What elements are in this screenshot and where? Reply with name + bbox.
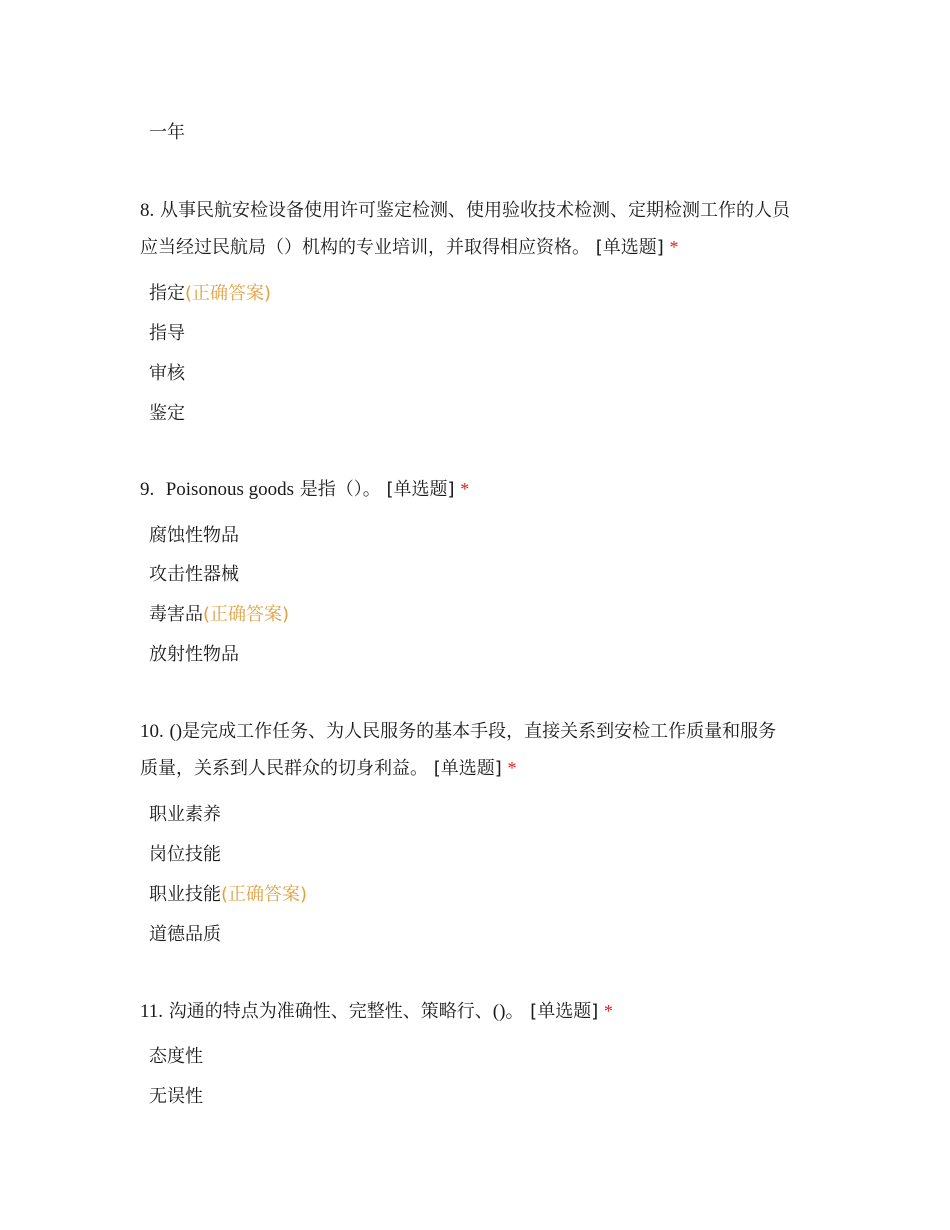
question-10-option-4 bbox=[149, 923, 221, 947]
question-number: 10. bbox=[140, 721, 164, 742]
question-11-line-1 bbox=[140, 993, 830, 1030]
option-text: 岗位技能 bbox=[149, 844, 221, 865]
question-text: 是完成工作任务、为人民服务的基本手段，直接关系到安检工作质量和服务 bbox=[182, 721, 777, 742]
option-prev-yi-nian bbox=[149, 121, 185, 145]
option-text: 道德品质 bbox=[149, 924, 221, 945]
question-blank: () bbox=[169, 721, 183, 742]
question-text: 质量，关系到人民群众的切身利益。 bbox=[140, 758, 428, 779]
question-9-option-4 bbox=[149, 643, 239, 667]
question-10-option-3 bbox=[149, 883, 307, 907]
question-8-option-2 bbox=[149, 322, 185, 346]
option-text: 鉴定 bbox=[149, 403, 185, 424]
question-text: 应当经过民航局（）机构的专业培训，并取得相应资格。 bbox=[140, 237, 590, 258]
question-10 bbox=[140, 713, 830, 787]
question-11-option-2 bbox=[149, 1085, 203, 1109]
question-9-option-3 bbox=[149, 603, 289, 627]
question-8-line-1 bbox=[140, 192, 830, 229]
question-10-line-2 bbox=[140, 750, 830, 787]
question-10-line-1 bbox=[140, 713, 830, 750]
correct-answer-label: (正确答案) bbox=[221, 884, 308, 905]
question-type-tag: [单选题] bbox=[530, 1001, 599, 1022]
required-mark: * bbox=[507, 758, 517, 778]
question-text: 沟通的特点为准确性、完整性、策略行、 bbox=[168, 1001, 493, 1022]
question-9-option-1 bbox=[149, 524, 239, 548]
question-11 bbox=[140, 993, 830, 1030]
required-mark: * bbox=[603, 1001, 613, 1021]
question-type-tag: [单选题] bbox=[433, 758, 502, 779]
question-text: 从事民航安检设备使用许可鉴定检测、使用验收技术检测、定期检测工作的人员 bbox=[159, 200, 790, 221]
option-text: 放射性物品 bbox=[149, 644, 239, 665]
option-text: 指定 bbox=[149, 283, 185, 304]
option-text: 态度性 bbox=[149, 1046, 203, 1067]
question-text-latin: Poisonous goods bbox=[165, 479, 294, 500]
correct-answer-label: (正确答案) bbox=[203, 604, 290, 625]
question-text: 是指（）。 bbox=[299, 479, 381, 500]
question-8 bbox=[140, 192, 830, 266]
option-text: 职业素养 bbox=[149, 804, 221, 825]
option-text: 审核 bbox=[149, 363, 185, 384]
question-number: 11. bbox=[140, 1001, 164, 1022]
option-text: 无误性 bbox=[149, 1086, 203, 1107]
question-type-tag: [单选题] bbox=[595, 237, 664, 258]
option-text: 职业技能 bbox=[149, 884, 221, 905]
question-type-tag: [单选题] bbox=[386, 479, 455, 500]
option-text: 攻击性器械 bbox=[149, 564, 239, 585]
question-number: 8. bbox=[140, 200, 155, 221]
question-8-option-1 bbox=[149, 282, 271, 306]
question-8-option-3 bbox=[149, 362, 185, 386]
question-9-line-1 bbox=[140, 471, 830, 508]
question-8-line-2 bbox=[140, 229, 830, 266]
question-10-option-2 bbox=[149, 843, 221, 867]
question-11-option-1 bbox=[149, 1045, 203, 1069]
question-blank: ()。 bbox=[492, 1001, 525, 1022]
question-9-option-2 bbox=[149, 563, 239, 587]
question-9 bbox=[140, 471, 830, 508]
option-text: 腐蚀性物品 bbox=[149, 525, 239, 546]
question-8-option-4 bbox=[149, 402, 185, 426]
correct-answer-label: (正确答案) bbox=[185, 283, 272, 304]
question-10-option-1 bbox=[149, 803, 221, 827]
required-mark: * bbox=[669, 237, 679, 257]
option-text: 指导 bbox=[149, 323, 185, 344]
question-number: 9. bbox=[140, 479, 155, 500]
option-text: 一年 bbox=[149, 122, 185, 143]
option-text: 毒害品 bbox=[149, 604, 203, 625]
required-mark: * bbox=[460, 479, 470, 499]
